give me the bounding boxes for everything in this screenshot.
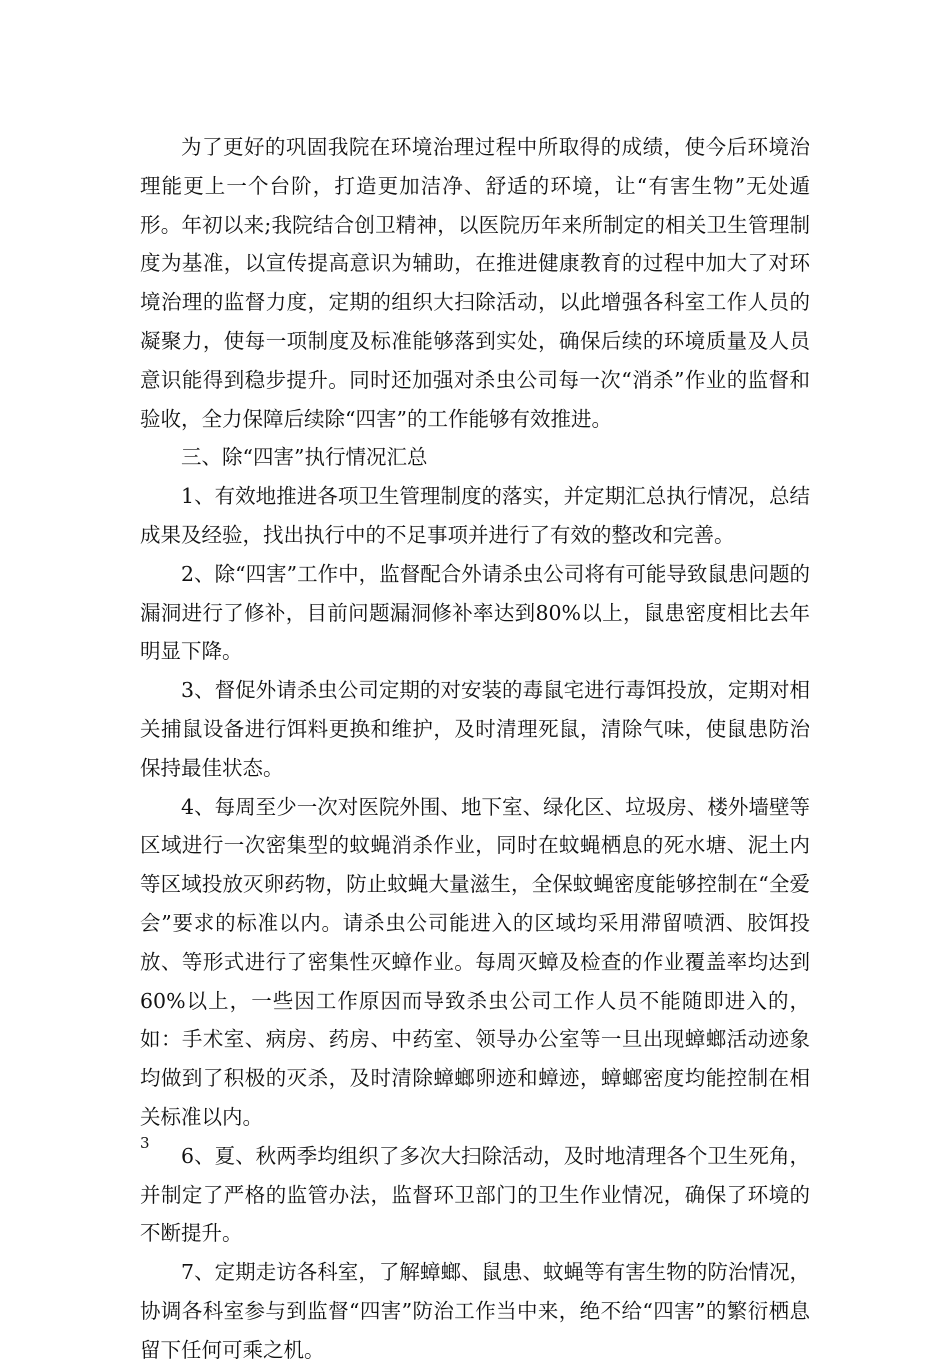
section-heading: 三、除“四害”执行情况汇总 — [181, 445, 428, 470]
paragraph-item-7: 7、定期走访各科室，了解蟑螂、鼠患、蚊蝇等有害生物的防治情况，协调各科室参与到监督“四害”防治工作当中来，绝不给“四害”的繁衍栖息留下任何可乘之机。 — [140, 1260, 810, 1362]
paragraph-item-3: 3、督促外请杀虫公司定期的对安装的毒鼠宅进行毒饵投放，定期对相关捕鼠设备进行饵料更换和维护，及时清理死鼠，清除气味，使鼠患防治保持最佳状态。 — [140, 678, 810, 780]
paragraph-item-1: 1、有效地推进各项卫生管理制度的落实，并定期汇总执行情况，总结成果及经验，找出执行中的不足事项并进行了有效的整改和完善。 — [140, 484, 810, 547]
paragraph-item-2: 2、除“四害”工作中，监督配合外请杀虫公司将有可能导致鼠患问题的漏洞进行了修补，目前问题漏洞修补率达到80%以上，鼠患密度相比去年明显下降。 — [140, 561, 810, 664]
page-number: 3 — [140, 1134, 150, 1152]
document-body — [140, 128, 810, 1370]
paragraph-item-6: 6、夏、秋两季均组织了多次大扫除活动，及时地清理各个卫生死角，并制定了严格的监管办法，监督环卫部门的卫生作业情况，确保了环境的不断提升。 — [140, 1143, 810, 1246]
paragraph-item-4: 4、每周至少一次对医院外围、地下室、绿化区、垃圾房、楼外墙壁等区域进行一次密集型的蚊蝇消杀作业，同时在蚊蝇栖息的死水塘、泥土内等区域投放灭卵药物，防止蚊蝇大量滋生，全保蚊蝇密度能够控制在“全爱会”要求的标准以内。请杀虫公司能进入的区域均采用滞留喷洒、胶饵投放、等形式进行了密集性灭蟑作业。每周灭蟑及检查的作业覆盖率均达到60%以上，一些因工作原因而导致杀虫公司工作人员不能随即进入的，如：手术室、病房、药房、中药室、领导办公室等一旦出现蟑螂活动迹象均做到了积极的灭杀，及时清除蟑螂卵迹和蟑迹，蟑螂密度均能控制在相关标准以内。 — [140, 794, 810, 1129]
paragraph-intro: 为了更好的巩固我院在环境治理过程中所取得的成绩，使今后环境治理能更上一个台阶，打造更加洁净、舒适的环境，让“有害生物”无处遁形。年初以来;我院结合创卫精神，以医院历年来所制定的相关卫生管理制度为基准，以宣传提高意识为辅助，在推进健康教育的过程中加大了对环境治理的监督力度，定期的组织大扫除活动，以此增强各科室工作人员的凝聚力，使每一项制度及标准能够落到实处，确保后续的环境质量及人员意识能得到稳步提升。同时还加强对杀虫公司每一次“消杀”作业的监督和验收，全力保障后续除“四害”的工作能够有效推进。 — [140, 135, 810, 431]
